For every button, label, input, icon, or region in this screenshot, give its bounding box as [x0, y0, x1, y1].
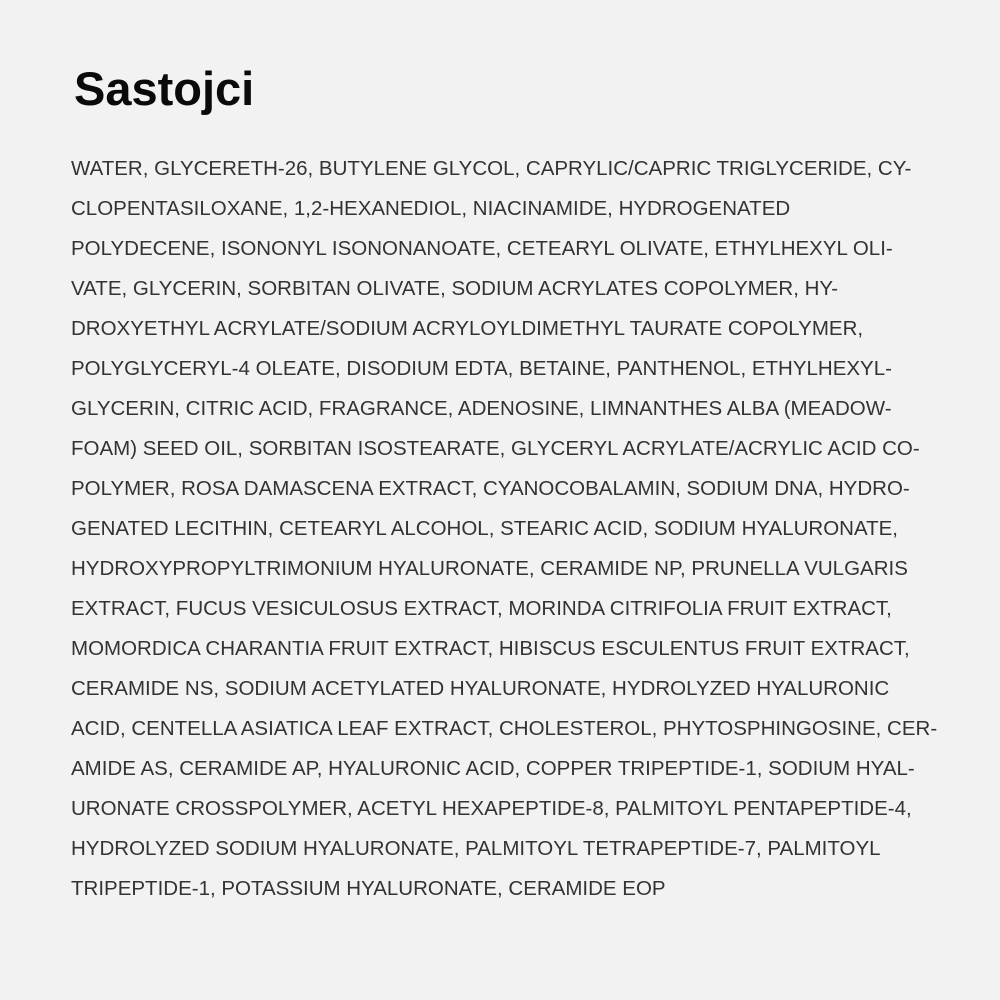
- ingredients-line: TRIPEPTIDE-1, POTASSIUM HYALURONATE, CERAMIDE EOP: [71, 877, 666, 900]
- ingredients-line: GENATED LECITHIN, CETEARYL ALCOHOL, STEARIC ACID, SODIUM HYALURONATE,: [71, 517, 898, 540]
- ingredients-line: URONATE CROSSPOLYMER, ACETYL HEXAPEPTIDE-8, PALMITOYL PENTAPEPTIDE-4,: [71, 797, 912, 820]
- ingredients-line: GLYCERIN, CITRIC ACID, FRAGRANCE, ADENOSINE, LIMNANTHES ALBA (MEADOW-: [71, 397, 892, 420]
- ingredients-line: POLYGLYCERYL-4 OLEATE, DISODIUM EDTA, BETAINE, PANTHENOL, ETHYLHEXYL-: [71, 357, 892, 380]
- ingredients-line: AMIDE AS, CERAMIDE AP, HYALURONIC ACID, COPPER TRIPEPTIDE-1, SODIUM HYAL-: [71, 757, 915, 780]
- ingredients-line: POLYDECENE, ISONONYL ISONONANOATE, CETEARYL OLIVATE, ETHYLHEXYL OLI-: [71, 237, 893, 260]
- ingredients-line: HYDROXYPROPYLTRIMONIUM HYALURONATE, CERAMIDE NP, PRUNELLA VULGARIS: [71, 557, 908, 580]
- ingredients-line: FOAM) SEED OIL, SORBITAN ISOSTEARATE, GLYCERYL ACRYLATE/ACRYLIC ACID CO-: [71, 437, 920, 460]
- ingredients-line: MOMORDICA CHARANTIA FRUIT EXTRACT, HIBISCUS ESCULENTUS FRUIT EXTRACT,: [71, 637, 910, 660]
- ingredients-line: CLOPENTASILOXANE, 1,2-HEXANEDIOL, NIACINAMIDE, HYDROGENATED: [71, 197, 791, 220]
- ingredients-line: POLYMER, ROSA DAMASCENA EXTRACT, CYANOCOBALAMIN, SODIUM DNA, HYDRO-: [71, 477, 910, 500]
- ingredients-line: HYDROLYZED SODIUM HYALURONATE, PALMITOYL TETRAPEPTIDE-7, PALMITOYL: [71, 837, 881, 860]
- ingredients-line: DROXYETHYL ACRYLATE/SODIUM ACRYLOYLDIMETHYL TAURATE COPOLYMER,: [71, 317, 864, 340]
- ingredients-line: WATER, GLYCERETH-26, BUTYLENE GLYCOL, CAPRYLIC/CAPRIC TRIGLYCERIDE, CY-: [71, 157, 912, 180]
- ingredients-list: [71, 149, 971, 909]
- ingredients-line: ACID, CENTELLA ASIATICA LEAF EXTRACT, CHOLESTEROL, PHYTOSPHINGOSINE, CER-: [71, 717, 938, 740]
- ingredients-line: VATE, GLYCERIN, SORBITAN OLIVATE, SODIUM ACRYLATES COPOLYMER, HY-: [71, 277, 839, 300]
- page-title: Sastojci: [74, 62, 255, 115]
- ingredients-line: CERAMIDE NS, SODIUM ACETYLATED HYALURONATE, HYDROLYZED HYALURONIC: [71, 677, 890, 700]
- ingredients-line: EXTRACT, FUCUS VESICULOSUS EXTRACT, MORINDA CITRIFOLIA FRUIT EXTRACT,: [71, 597, 892, 620]
